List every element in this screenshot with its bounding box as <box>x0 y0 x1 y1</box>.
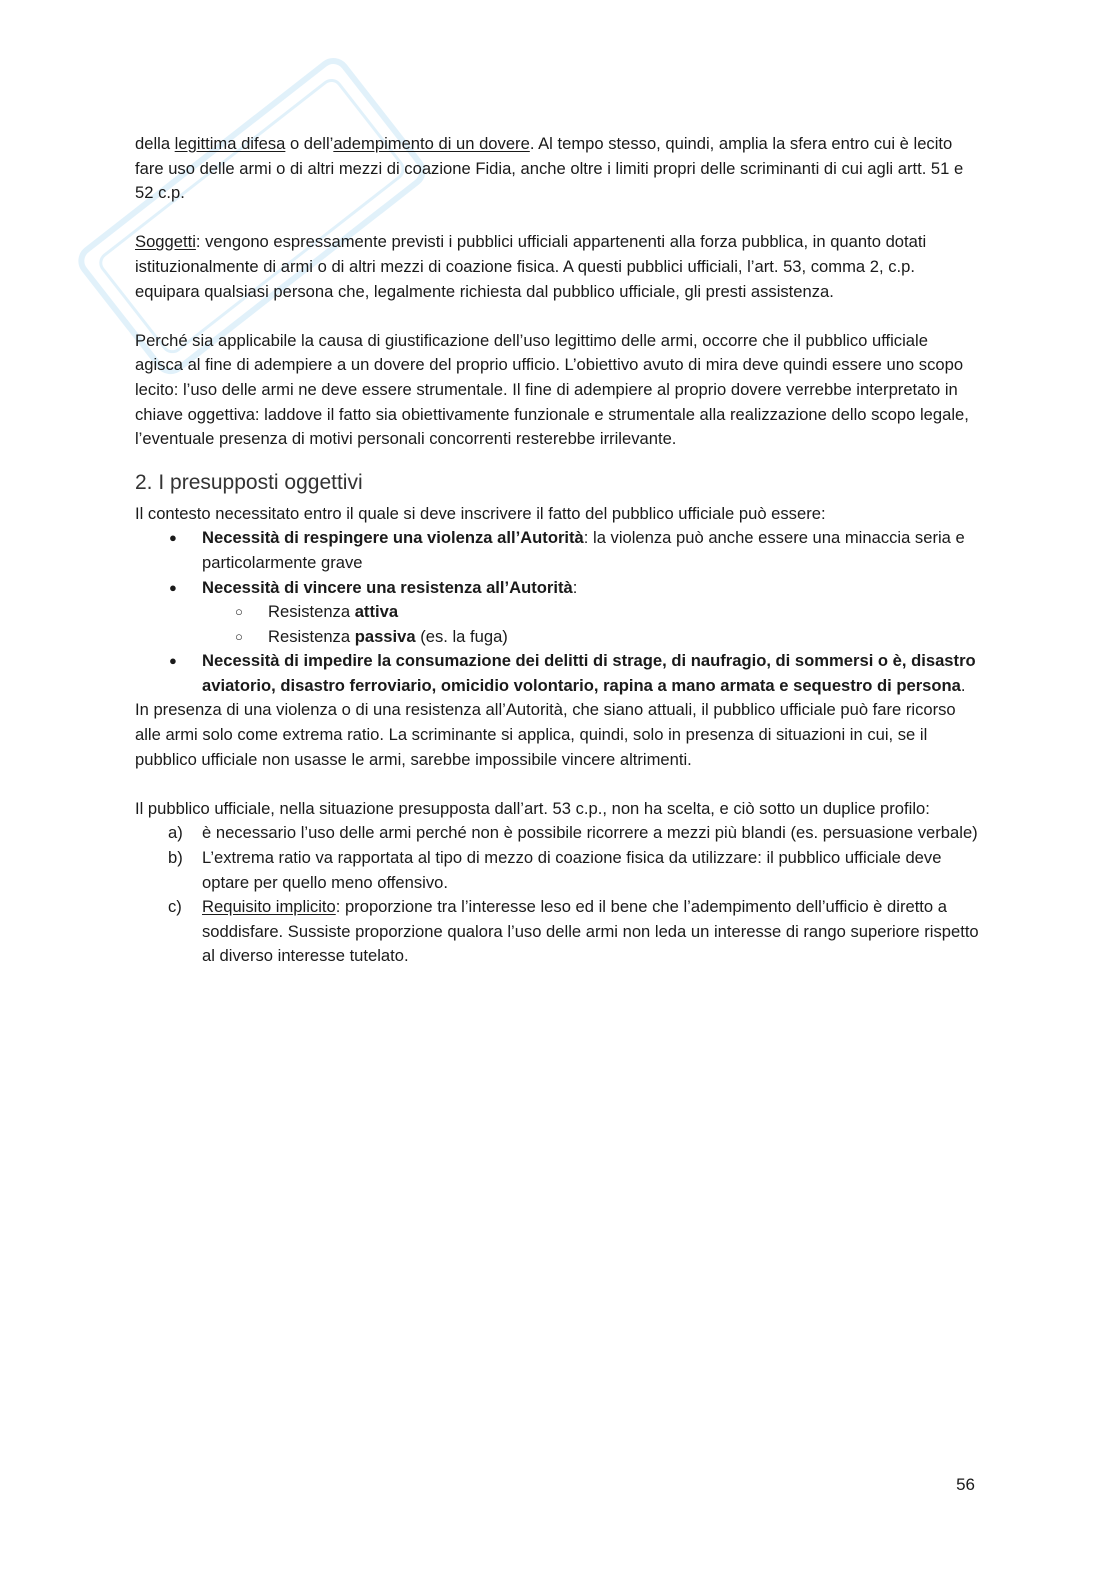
list-item: c) Requisito implicito: proporzione tra l’interesse leso ed il bene che l’adempimento dell’ufficio è diretto a soddisfare. Sussiste proporzione qualora l’uso delle armi non leda un interesse di rango superiore rispetto al diverso interesse tutelato. <box>168 897 979 966</box>
list-item: a) è necessario l’uso delle armi perché non è possibile ricorrere a mezzi più blandi (es. persuasione verbale) <box>168 823 978 843</box>
paragraph-contesto: Il contesto necessitato entro il quale si deve inscrivere il fatto del pubblico ufficiale può essere: <box>135 503 826 523</box>
sub-list-item: ○ Resistenza passiva (es. la fuga) <box>135 625 980 650</box>
circle-bullet-icon: ○ <box>235 604 243 620</box>
term-soggetti: Soggetti <box>135 232 196 252</box>
section-heading: 2. I presupposti oggettivi <box>135 470 363 494</box>
circle-bullet-icon: ○ <box>235 628 243 644</box>
term-requisito-implicito: Requisito implicito <box>202 897 336 917</box>
list-item: b) L’extrema ratio va rapportata al tipo di mezzo di coazione fisica da utilizzare: il pubblico ufficiale deve optare per quello meno offensivo. <box>168 848 942 892</box>
list-item: ● Necessità di vincere una resistenza all’Autorità: <box>135 576 980 601</box>
link-adempimento-dovere: adempimento di un dovere <box>333 134 530 153</box>
bullet-icon: ● <box>169 530 177 546</box>
link-legittima-difesa: legittima difesa <box>174 134 286 153</box>
bullet-icon: ● <box>169 579 177 595</box>
list-item: ● Necessità di impedire la consumazione dei delitti di strage, di naufragio, di sommersi o è, disastro aviatorio, disastro ferroviario, omicidio volontario, rapina a mano armata e sequestro di persona. <box>169 651 976 695</box>
sub-list-item: ○ Resistenza attiva <box>135 600 980 625</box>
paragraph-causa-giustificazione: Perché sia applicabile la causa di giustificazione dell’uso legittimo delle armi, occorre che il pubblico ufficiale agisca al fine di adempiere a un dovere del proprio ufficio. L’obiettivo avuto di mira deve quindi essere uno scopo lecito: l’uso delle armi ne deve essere strumentale. Il fine di adempiere al proprio dovere verrebbe interpretato in chiave oggettiva: laddove il fatto sia obiettivamente funzionale e strumentale alla realizzazione dello scopo legale, l’eventuale presenza di motivi personali concorrenti resterebbe irrilevante. <box>135 330 969 449</box>
page-number: 56 <box>956 1475 975 1494</box>
document-page <box>135 132 980 969</box>
bullet-list <box>135 526 980 698</box>
lettered-list <box>135 821 980 969</box>
list-item: ● Necessità di respingere una violenza all’Autorità: la violenza può anche essere una minaccia seria e particolarmente grave <box>169 528 965 572</box>
paragraph-soggetti: Soggetti: vengono espressamente previsti i pubblici ufficiali appartenenti alla forza pubblica, in quanto dotati istituzionalmente di armi o di altri mezzi di coazione fisica. A questi pubblici ufficiali, l’art. 53, comma 2, c.p. equipara qualsiasi persona che, legalmente richiesta dal pubblico ufficiale, gli presti assistenza. <box>135 232 927 301</box>
paragraph-extrema-ratio: In presenza di una violenza o di una resistenza all’Autorità, che siano attuali, il pubblico ufficiale può fare ricorso alle armi solo come extrema ratio. La scriminante si applica, quindi, solo in presenza di situazioni in cui, se il pubblico ufficiale non usasse le armi, sarebbe impossibile vincere altrimenti. <box>135 700 956 769</box>
paragraph-duplice-profilo: Il pubblico ufficiale, nella situazione presupposta dall’art. 53 c.p., non ha scelta, e ciò sotto un duplice profilo: <box>135 798 930 818</box>
bullet-icon: ● <box>169 653 177 669</box>
paragraph-intro: della legittima difesa o dell’adempimento di un dovere. Al tempo stesso, quindi, amplia la sfera entro cui è lecito fare uso delle armi o di altri mezzi di coazione Fidia, anche oltre i limiti propri delle scriminanti di cui agli artt. 51 e 52 c.p. <box>135 134 964 203</box>
